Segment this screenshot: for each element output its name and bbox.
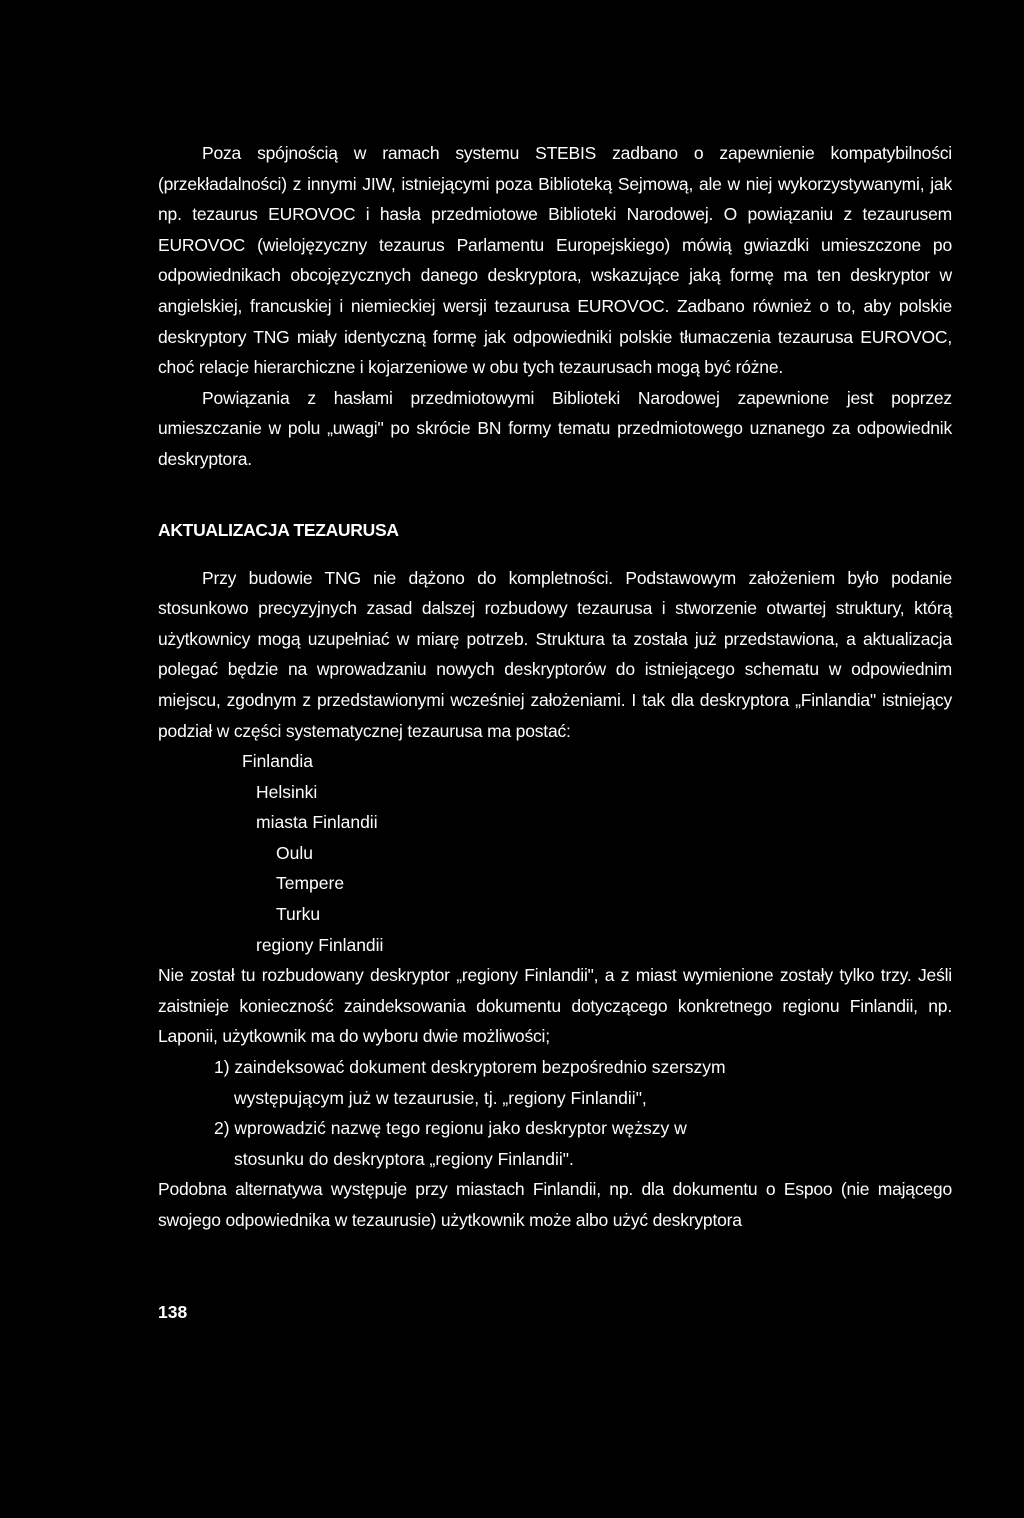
hierarchy-item: regiony Finlandii (256, 934, 384, 955)
hierarchy-item: Turku (276, 904, 321, 925)
option-2-line-2: stosunku do deskryptora „regiony Finlandii". (234, 1148, 574, 1169)
options-list (158, 1052, 952, 1174)
option-1-line-2: występującym już w tezaurusie, tj. „regiony Finlandii", (234, 1087, 647, 1108)
paragraph-compatibility: Poza spójnością w ramach systemu STEBIS zadbano o zapewnienie kompatybilności (przekładalności) z innymi JIW, istniejącymi poza Biblioteką Sejmową, ale w niej wykorzystywanymi, jak np. tezaurus EUROVOC i hasła przedmiotowe Biblioteki Narodowej. O powiązaniu z tezaurusem EUROVOC (wielojęzyczny tezaurus Parlamentu Europejskiego) mówią gwiazdki umieszczone po odpowiednikach obcojęzycznych danego deskryptora, wskazujące jaką formę ma ten deskryptor w angielskiej, francuskiej i niemieckiej wersji tezaurusa EUROVOC. Zadbano również o to, aby polskie deskryptory TNG miały identyczną formę jak odpowiedniki polskie tłumaczenia tezaurusa EUROVOC, choć relacje hierarchiczne i kojarzeniowe w obu tych tezaurusach mogą być różne. (158, 143, 952, 378)
hierarchy-item: Oulu (276, 842, 313, 863)
section-heading: AKTUALIZACJA TEZAURUSA (158, 519, 399, 540)
hierarchy-item: miasta Finlandii (256, 812, 378, 833)
descriptor-hierarchy (158, 746, 952, 960)
hierarchy-item: Tempere (276, 873, 345, 894)
document-page (158, 138, 952, 1236)
page-number: 138 (158, 1302, 188, 1322)
hierarchy-item: Helsinki (256, 781, 318, 802)
hierarchy-item: Finlandia (242, 751, 314, 772)
option-1-line-1: 1) zaindeksować dokument deskryptorem bezpośrednio szerszym (214, 1057, 726, 1078)
paragraph-update: Przy budowie TNG nie dążono do kompletności. Podstawowym założeniem było podanie stosunkowo precyzyjnych zasad dalszej rozbudowy tezaurusa i stworzenie otwartej struktury, którą użytkownicy mogą uzupełniać w miarę potrzeb. Struktura ta została już przedstawiona, a aktualizacja polegać będzie na wprowadzaniu nowych deskryptorów do istniejącego schematu w odpowiednim miejscu, zgodnym z przedstawionymi wcześniej założeniami. I tak dla deskryptora „Finlandia" istniejący podział w części systematycznej tezaurusa ma postać: (158, 567, 952, 741)
paragraph-espoo: Podobna alternatywa występuje przy miastach Finlandii, np. dla dokumentu o Espoo (nie mającego swojego odpowiednika w tezaurusie) użytkownik może albo użyć deskryptora (158, 1179, 952, 1230)
option-2-line-1: 2) wprowadzić nazwę tego regionu jako deskryptor węższy w (214, 1118, 687, 1139)
paragraph-bn-headings: Powiązania z hasłami przedmiotowymi Biblioteki Narodowej zapewnione jest poprzez umieszczanie w polu „uwagi" po skrócie BN formy tematu przedmiotowego uznanego za odpowiednik deskryptora. (158, 387, 952, 469)
paragraph-regions: Nie został tu rozbudowany deskryptor „regiony Finlandii", a z miast wymienione zostały tylko trzy. Jeśli zaistnieje konieczność zaindeksowania dokumentu dotyczącego konkretnego regionu Finlandii, np. Laponii, użytkownik ma do wyboru dwie możliwości; (158, 965, 952, 1047)
